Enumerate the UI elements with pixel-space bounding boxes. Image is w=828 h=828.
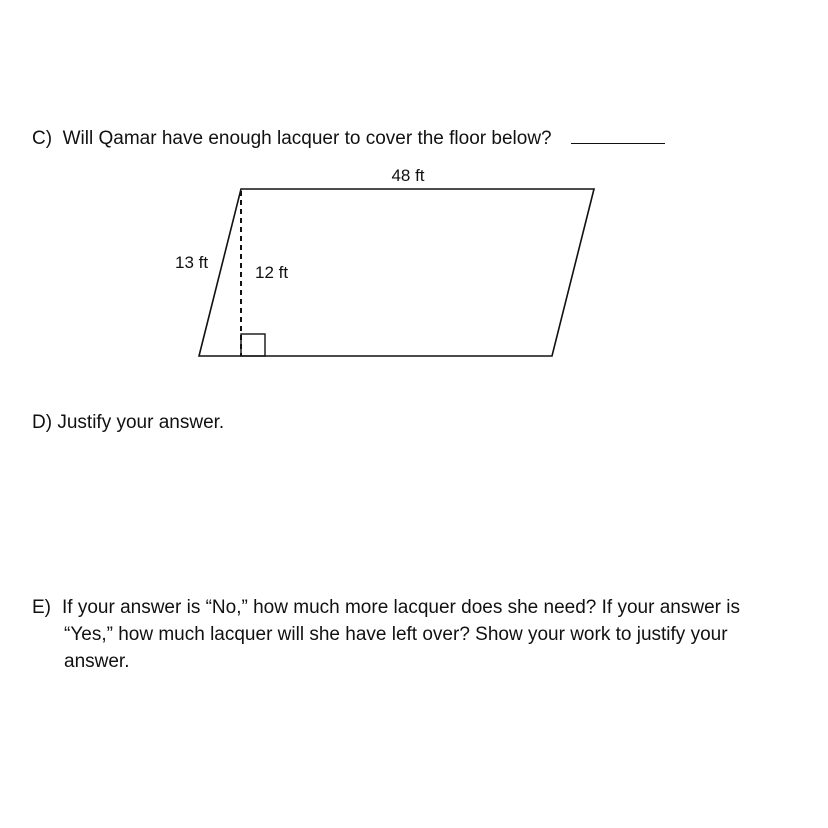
question-e-text [64, 594, 822, 675]
question-d-label: D) [32, 412, 53, 433]
question-e-line: “Yes,” how much lacquer will she have left over? Show your work to justify your [64, 624, 728, 645]
question-e-line: If your answer is “No,” how much more lacquer does she need? If your answer is [62, 597, 740, 618]
base-label: 48 ft [391, 166, 425, 185]
height-label: 12 ft [255, 263, 289, 282]
question-e-label: E) [32, 597, 51, 618]
question-d-text: Justify your answer. [57, 412, 225, 433]
slant-side-label: 13 ft [175, 253, 209, 272]
question-e-line: answer. [64, 651, 130, 672]
question-e [32, 594, 822, 675]
question-c-text: Will Qamar have enough lacquer to cover the floor below? [62, 128, 552, 149]
question-d [32, 409, 224, 436]
right-angle-marker [241, 334, 265, 356]
question-c-label: C) [32, 128, 53, 149]
